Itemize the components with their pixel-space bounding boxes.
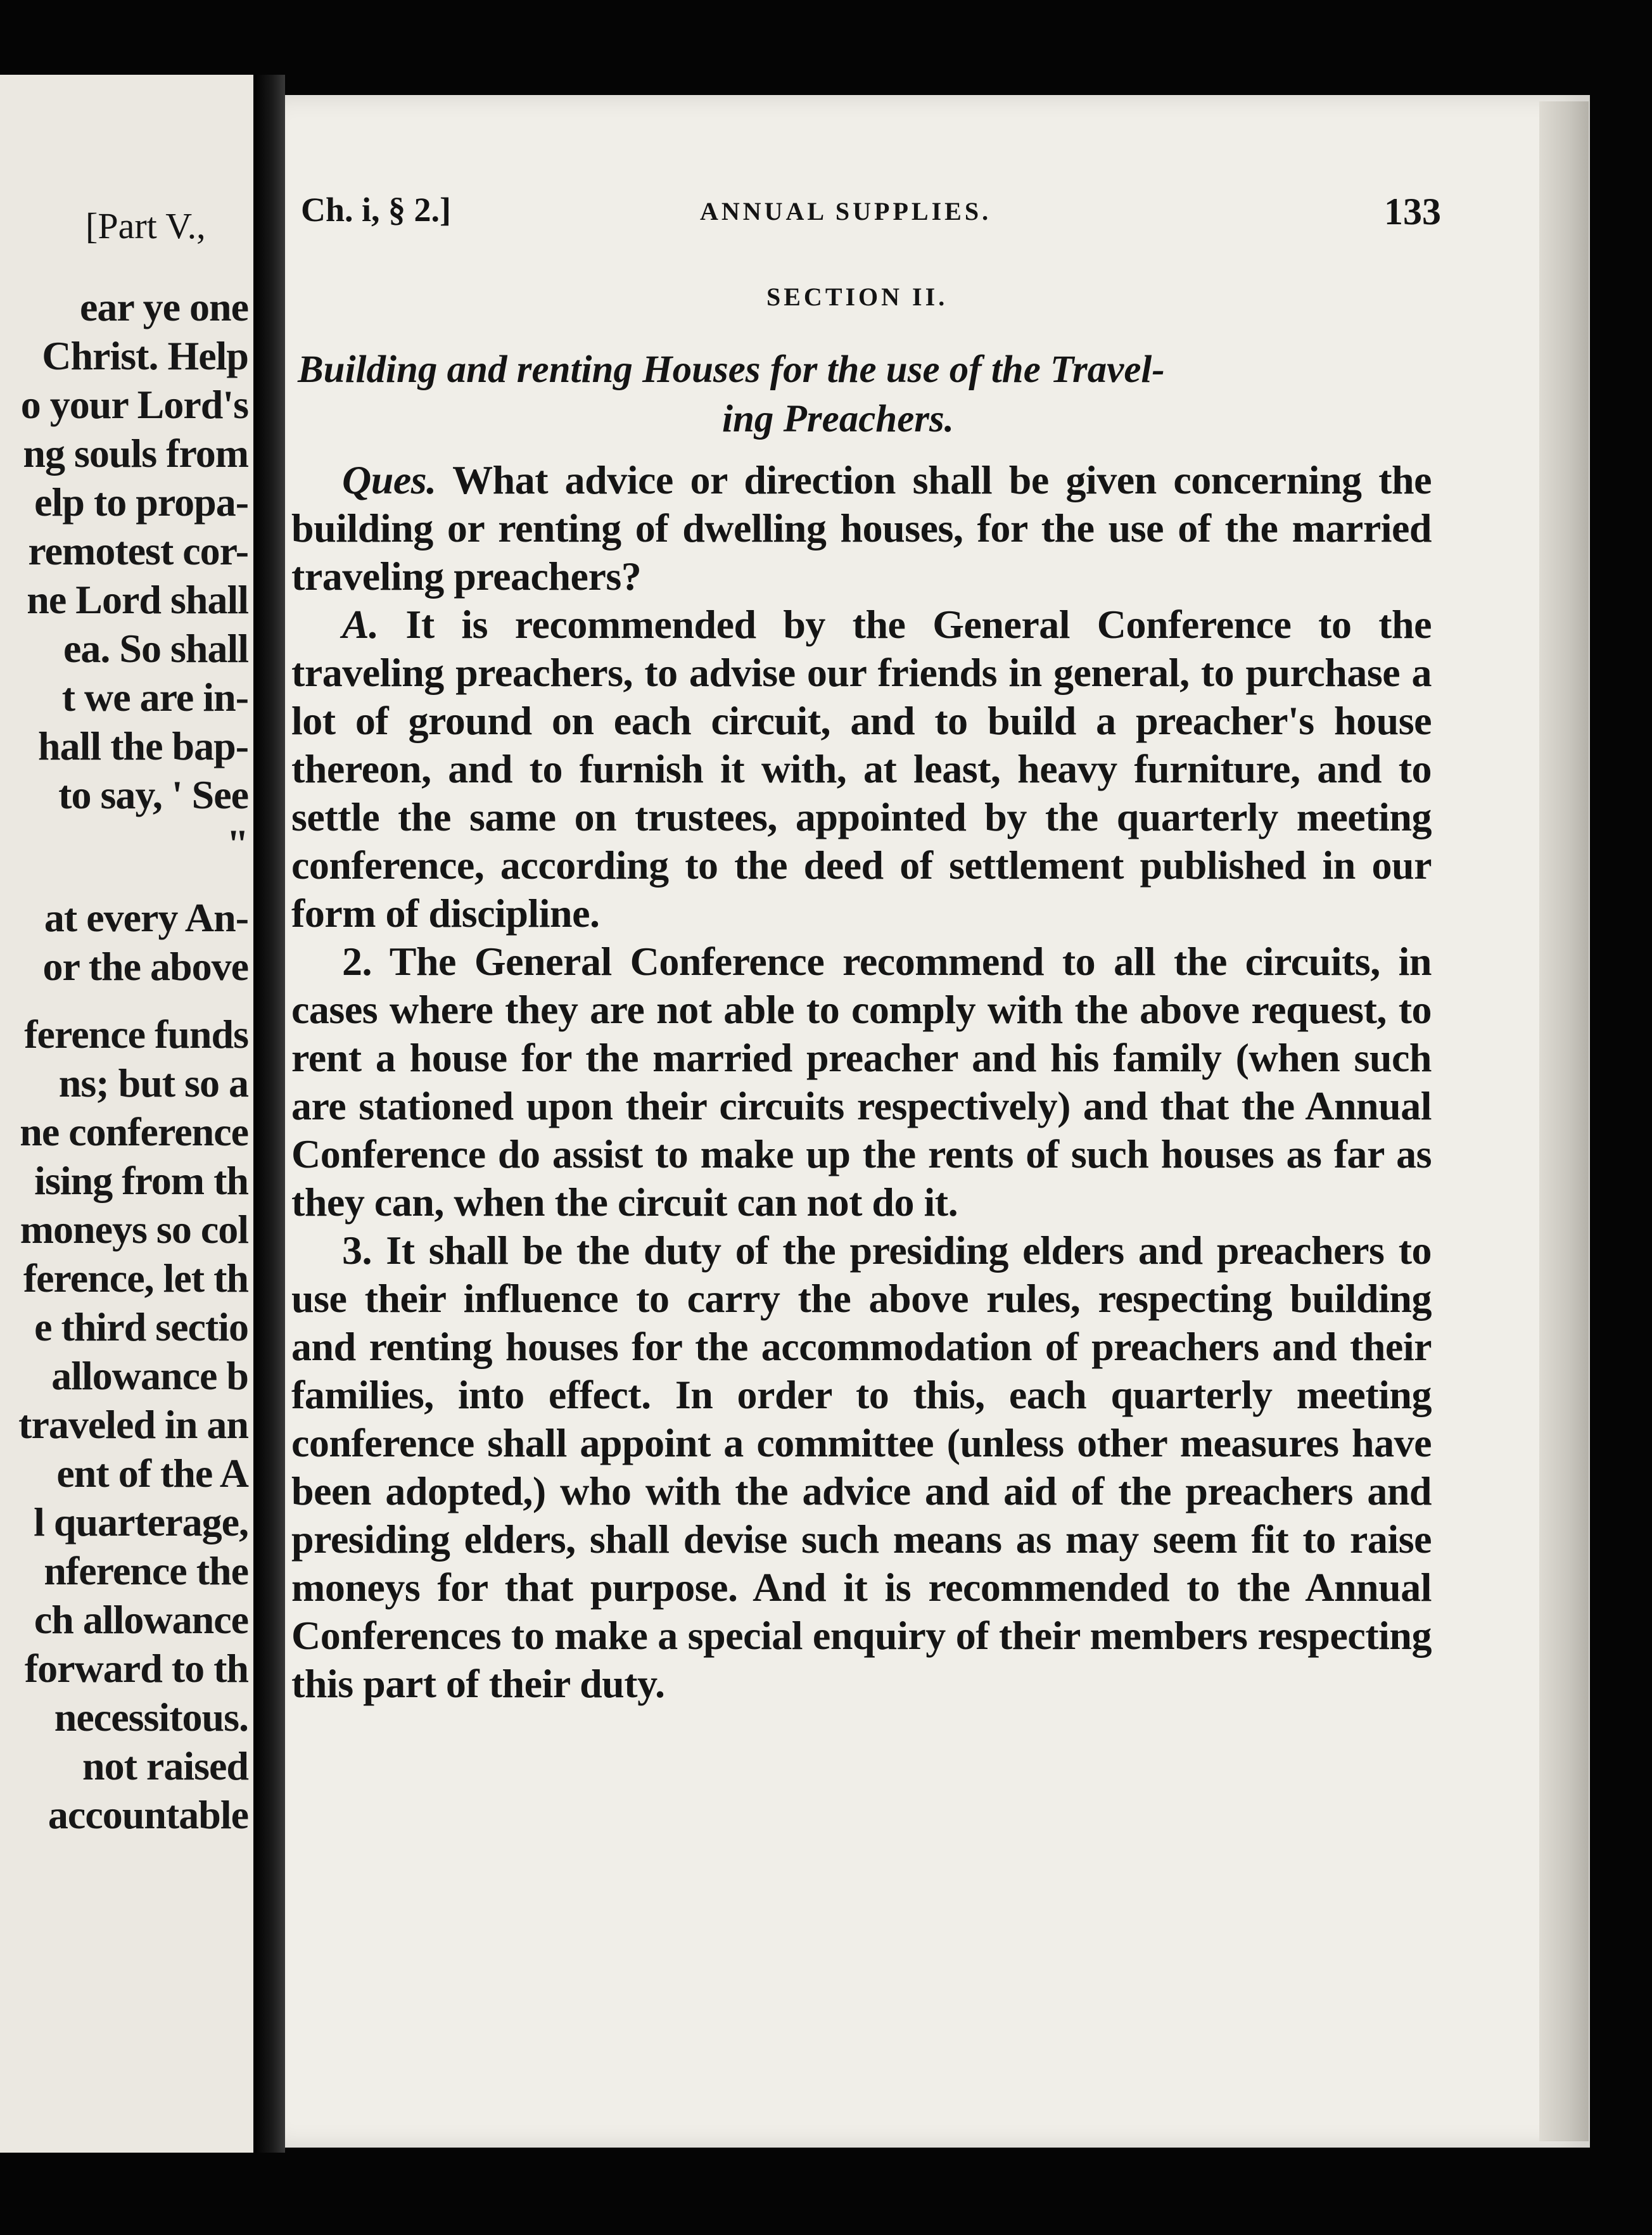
paragraph-2 [291, 938, 1432, 1226]
paragraph-text: 3. It shall be the duty of the presiding elders and preachers to use their influence to carry the above rules, respecting building and renting houses for the accommodation of preachers and their families, into effect. In order to this, each quarterly meeting conference shall appoint a committee (unless other measures have been adopted,) who with the advice and aid of the preachers and presiding elders, shall devise such means as may seem fit to raise moneys for that purpose. And it is recommended to the Annual Conferences to make a special enquiry of their members respecting this part of their duty. [291, 1228, 1432, 1706]
left-text-line: traveled in an [18, 1402, 248, 1447]
page-edge-shadow [1539, 101, 1589, 2141]
paragraph-3 [291, 1226, 1432, 1708]
left-text-line: ne Lord shall [27, 577, 248, 622]
left-text-line: not raised [82, 1743, 248, 1788]
left-text-line: Christ. Help [42, 333, 248, 378]
section-title-line-2: ing Preachers. [722, 398, 954, 440]
running-head [301, 190, 1441, 247]
left-text-line: ne conference [20, 1109, 248, 1154]
left-text-line: ising from th [34, 1158, 248, 1203]
left-text-line: nference the [44, 1548, 248, 1593]
paragraph-text: What advice or direction shall be given concerning the building or renting of dwelling houses, for the use of the married traveling preachers? [291, 457, 1432, 599]
facing-page-fragment [0, 75, 253, 2153]
paragraph-lead: Ques. [342, 457, 436, 502]
paragraph-question [291, 456, 1432, 601]
left-text-line: forward to th [24, 1646, 248, 1691]
left-text-line: at every An- [44, 895, 248, 940]
left-text-line: or the above [42, 944, 248, 989]
body-text [291, 456, 1432, 1708]
left-text-line: e third sectio [34, 1304, 248, 1349]
page-number: 133 [1384, 191, 1441, 232]
left-text-line: hall the bap- [38, 723, 248, 768]
left-text-line: ch allowance [34, 1597, 248, 1642]
left-text-line: to say, ' See [58, 772, 248, 817]
section-title-line-1: Building and renting Houses for the use of the Travel- [298, 348, 1165, 391]
paragraph-lead: A. [342, 602, 379, 647]
left-text-line: moneys so col [20, 1207, 248, 1252]
paragraph-answer [291, 601, 1432, 938]
left-text-line: allowance b [51, 1353, 248, 1398]
left-text-line: ference funds [24, 1012, 248, 1057]
book-gutter [253, 75, 285, 2153]
left-text-line: t we are in- [61, 675, 248, 720]
left-text-line: ference, let th [23, 1256, 248, 1301]
section-title [298, 345, 1441, 444]
left-text-line: ng souls from [23, 431, 248, 476]
chapter-reference: Ch. i, § 2.] [301, 191, 452, 229]
left-text-line: ea. So shall [63, 626, 248, 671]
section-label: SECTION II. [766, 283, 948, 311]
left-text-line: necessitous. [54, 1695, 248, 1740]
paragraph-text: 2. The General Conference recommend to all the circuits, in cases where they are not able to comply with the above request, to rent a house for the married preacher and his family (when such are stationed upon their circuits respectively) and that the Annual Conference do assist to make up the rents of such houses as far as they can, when the circuit can not do it. [291, 939, 1432, 1225]
paragraph-text: It is recommended by the General Conference to the traveling preachers, to advise our friends in general, to purchase a lot of ground on each circuit, and to build a preacher's house thereon, and to furnish it with, at least, heavy furniture, and to settle the same on trustees, appointed by the quarterly meeting conference, according to the deed of settlement published in our form of discipline. [291, 602, 1432, 936]
left-text-line: ns; but so a [58, 1060, 248, 1105]
running-title: ANNUAL SUPPLIES. [700, 197, 992, 226]
left-text-line: accountable [48, 1792, 248, 1837]
left-text-line: ent of the A [56, 1451, 248, 1496]
left-text-line: ear ye one [79, 284, 248, 329]
left-text-line: remotest cor- [28, 528, 248, 573]
left-text-line: l quarterage, [34, 1500, 248, 1544]
left-text-line: elp to propa- [34, 480, 248, 525]
left-running-head: [Part V., [86, 205, 206, 246]
left-text-line: o your Lord's [20, 382, 248, 427]
left-text-line: " [226, 821, 248, 866]
